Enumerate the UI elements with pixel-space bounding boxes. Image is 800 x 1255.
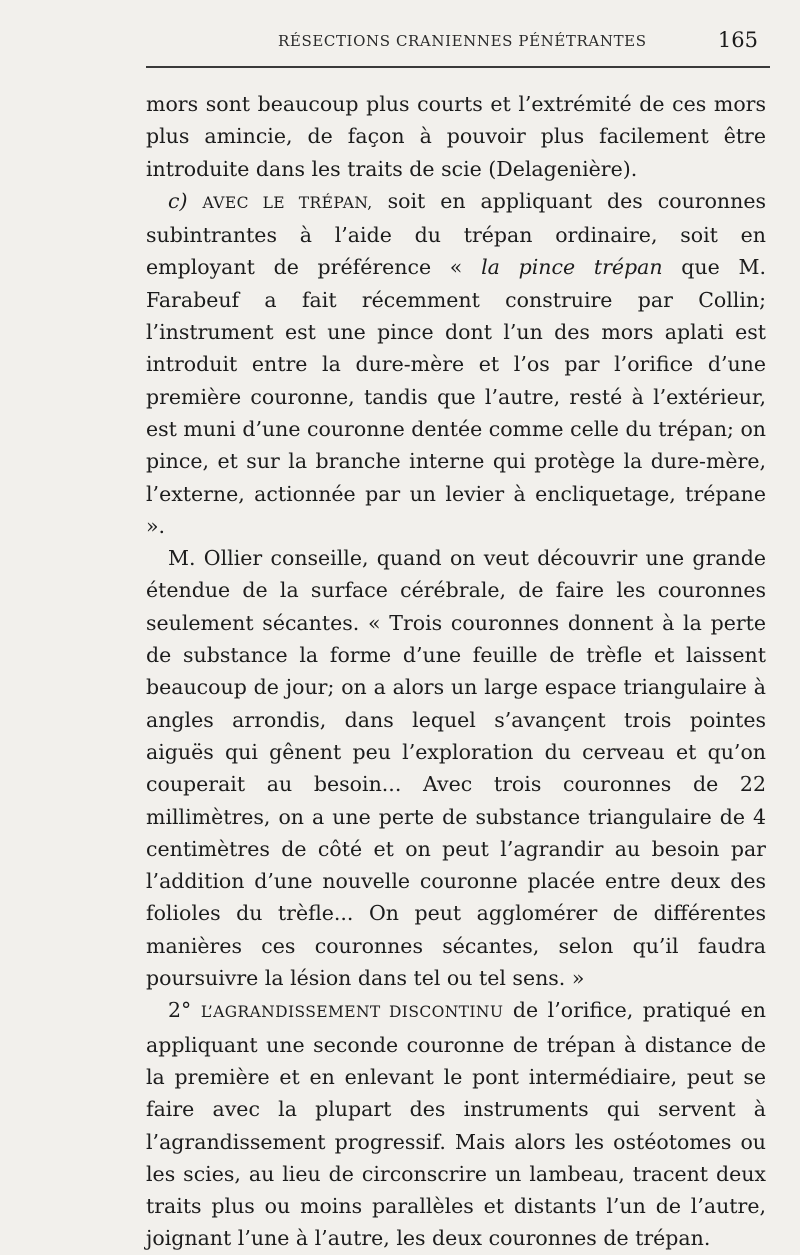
page-number: 165 <box>717 28 758 52</box>
paragraph-2 <box>146 185 766 542</box>
paragraph-2-text-a: soit en appliquant des couronnes subintrantes à l’aide du trépan ordinaire, soit en employant de préférence « <box>146 188 766 280</box>
paragraph-4 <box>146 994 766 1254</box>
paragraph-2-text-b: que M. Farabeuf a fait récemment construire par Collin; l’instrument est une pince dont l’un des mors aplati est introduit entre la dure-mère et l’os par l’orifice d’une première couronne, tandis que l’autre, resté à l’extérieur, est muni d’une couronne dentée comme celle du trépan; on pince, et sur la branche interne qui protège la dure-mère, l’externe, actionnée par un levier à encliquetage, trépane ». <box>146 255 766 538</box>
paragraph-3: M. Ollier conseille, quand on veut découvrir une grande étendue de la surface cérébrale, de faire les couronnes seulement sécantes. « Trois couronnes donnent à la perte de substance la forme d’une feuille de trèfle et laissent beaucoup de jour; on a alors un large espace triangulaire à angles arrondis, dans lequel s’avançent trois pointes aiguës qui gênent peu l’exploration du cerveau et qu’on couperait au besoin... Avec trois couronnes de 22 millimètres, on a une perte de substance triangulaire de 4 centimètres de côté et on peut l’agrandir au besoin par l’addition d’une nouvelle couronne placée entre deux des folioles du trèfle... On peut agglomérer de différentes manières ces couronnes sécantes, selon qu’il faudra poursuivre la lésion dans tel ou tel sens. » <box>146 546 766 991</box>
paragraph-4-label: 2° <box>168 998 192 1023</box>
paragraph-4-smallcaps: L’AGRANDISSEMENT DISCONTINU <box>200 1003 504 1022</box>
paragraph-2-smallcaps: AVEC LE TRÉPAN, <box>202 193 373 212</box>
running-head <box>146 26 766 56</box>
paragraph-2-italic: la pince trépan <box>481 255 663 280</box>
header-rule <box>146 66 770 68</box>
paragraph-2-label: c) <box>168 188 188 213</box>
running-title: RÉSECTIONS CRANIENNES PÉNÉTRANTES <box>278 32 647 50</box>
body-text <box>146 88 766 1255</box>
paragraph-4-text: de l’orifice, pratiqué en appliquant une seconde couronne de trépan à distance de la première et en enlevant le pont intermédiaire, peut se faire avec la plupart des instruments qui servent à l’agrandissement progressif. Mais alors les ostéotomes ou les scies, au lieu de circonscrire un lambeau, tracent deux traits plus ou moins parallèles et distants l’un de l’autre, joignant l’une à l’autre, les deux couronnes de trépan. <box>146 998 766 1251</box>
paragraph-1: mors sont beaucoup plus courts et l’extrémité de ces mors plus amincie, de façon à pouvoir plus facilement être introduite dans les traits de scie (Delagenière). <box>146 92 766 181</box>
